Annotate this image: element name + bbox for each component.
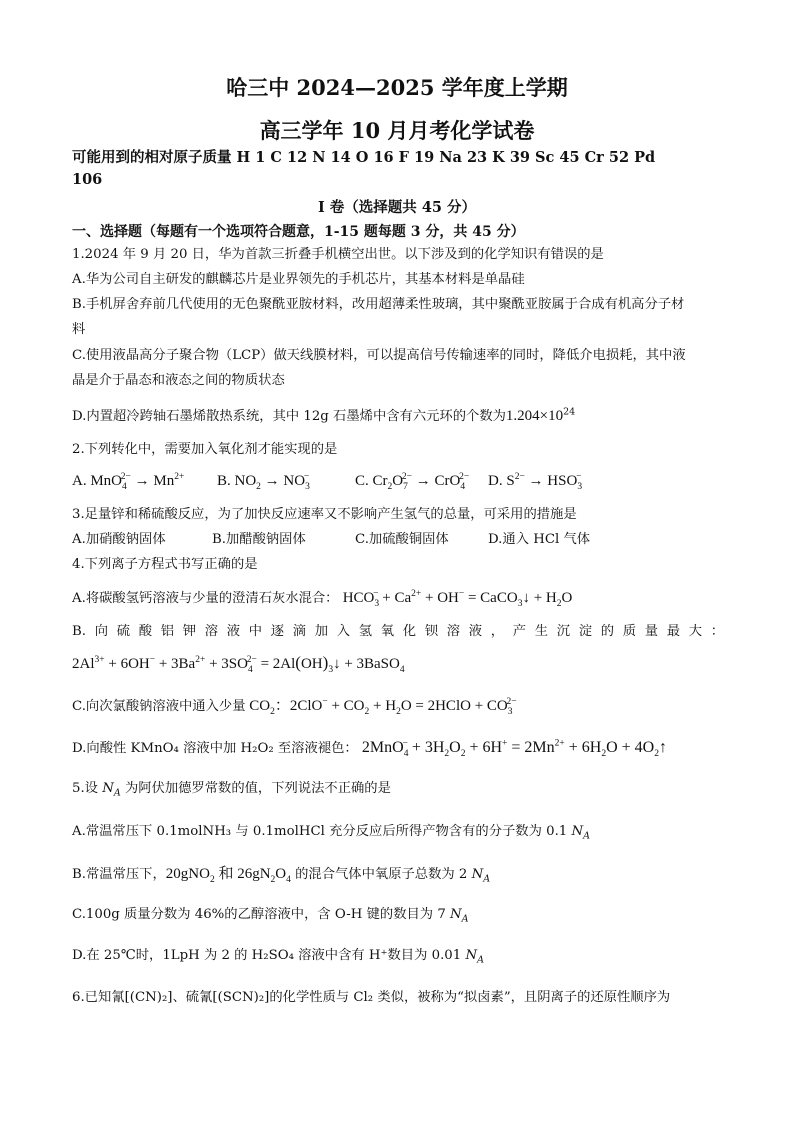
question-2-stem: 2.下列转化中，需要加入氧化剂才能实现的是 <box>72 442 338 457</box>
question-2-option-c: C. $Cr_2O_7^{2-} \to CrO_4^{2-}$ <box>355 472 470 492</box>
option-a-text: A.将碳酸氢钙溶液与少量的澄清石灰水混合： <box>72 591 339 606</box>
stem-suffix: 为阿伏加德罗常数的值，下列说法不正确的是 <box>124 781 391 796</box>
question-2-option-d: D. $S^{2-} \to HSO_3^-$ <box>488 472 583 492</box>
option-d-exponent: 24 <box>563 406 576 418</box>
question-1-option-a: A.华为公司自主研发的麒麟芯片是业界领先的手机芯片，其基本材料是单晶硅 <box>72 272 525 287</box>
question-1-option-c: C.使用液晶高分子聚合物（LCP）做天线膜材料，可以提高信号传输速率的同时，降低介电损耗，其中液 <box>72 348 686 363</box>
question-3-option-c: C.加硫酸铜固体 <box>355 532 449 547</box>
stem-prefix: 5.设 <box>72 781 98 796</box>
na-symbol: $N_A$ <box>465 948 484 966</box>
question-2-option-b: B. $NO_2 \to NO_3^-$ <box>217 472 310 492</box>
question-2-option-a: A. $MnO_4^{2-} \to Mn^{2+}$ <box>72 472 185 492</box>
part-title: I 卷（选择题共 45 分） <box>317 199 477 216</box>
question-5-option-c: C.100g 质量分数为 46%的乙醇溶液中，含 O-H 键的数目为 7 $N_A$ <box>72 907 469 925</box>
option-d-text: D.内置超冷跨轴石墨烯散热系统，其中 12g 石墨烯中含有六元环的个数为 <box>72 409 506 424</box>
question-5-stem <box>72 779 724 799</box>
exam-title-school: 哈三中 2024—2025 学年度上学期 <box>226 75 568 100</box>
question-1-option-c-cont: 晶是介于晶态和液态之间的物质状态 <box>72 373 285 388</box>
question-6-stem: 6.已知氰[(CN)₂]、硫氰[(SCN)₂]的化学性质与 Cl₂ 类似，被称为“拟卤素”，且阴离子的还原性顺序为 <box>72 990 671 1005</box>
question-4-option-b-equation: $2Al^{3+} + 6OH^- + 3Ba^{2+} + 3SO_4^{2-}$ = $2Al(OH)_3↓$ + 3BaSO$_4$ <box>72 653 405 675</box>
question-3-stem: 3.足量锌和稀硫酸反应，为了加快反应速率又不影响产生氢气的总量，可采用的措施是 <box>72 507 577 522</box>
question-4-option-d <box>72 738 724 759</box>
option-d-value: 1.204×10 <box>505 408 564 424</box>
option-b-formula: 20gNO$_2$ 和 $26gN_2O_4$ <box>165 866 291 885</box>
option-c-text: C.向次氯酸钠溶液中通入少量 <box>72 699 246 714</box>
na-symbol: $N_A$ <box>471 867 491 885</box>
na-symbol: $N_A$ <box>450 907 469 925</box>
atomic-mass-line-cont: 106 <box>72 171 103 188</box>
question-4-option-b: B.向硫酸铝钾溶液中逐滴加入氢氧化钡溶液，产生沉淀的质量最大： <box>72 624 724 639</box>
question-5-option-d: D.在 25℃时，1LpH 为 2 的 H₂SO₄ 溶液中含有 H⁺数目为 0.01 $N_A$ <box>72 948 484 966</box>
question-3-option-b: B.加醋酸钠固体 <box>212 532 306 547</box>
question-1-option-b-cont: 料 <box>72 322 86 337</box>
question-1-stem: 1.2024 年 9 月 20 日，华为首款三折叠手机横空出世。以下涉及到的化学知识有错误的是 <box>72 247 604 262</box>
na-symbol: $N_A$ <box>571 824 590 842</box>
question-4-option-c <box>72 696 724 717</box>
question-5-option-b: B.常温常压下，20gNO$_2$ 和 $26gN_2O_4$ 的混合气体中氧原子总数为 2 $N_A$ <box>72 866 491 885</box>
section-title: 一、选择题（每题有一个选项符合题意，1-15 题每题 3 分，共 45 分） <box>72 224 525 240</box>
exam-title-course: 高三学年 10 月月考化学试卷 <box>259 118 535 143</box>
question-3-option-a: A.加硝酸钠固体 <box>72 532 166 547</box>
question-3-option-d: D.通入 HCl 气体 <box>488 532 591 547</box>
option-a-equation: $HCO_3^- + Ca^{2+} + OH^-$ = CaCO$_3$↓ + $H_2O$ <box>342 589 573 609</box>
question-4-stem: 4.下列离子方程式书写正确的是 <box>72 557 258 572</box>
atomic-mass-line: 可能用到的相对原子质量 H 1 C 12 N 14 O 16 F 19 Na 23 K 39 Sc 45 Cr 52 Pd <box>72 149 656 166</box>
option-d-text: D.向酸性 KMnO₄ 溶液中加 H₂O₂ 至溶液褪色： <box>72 741 358 756</box>
na-symbol: $N_A$ <box>102 781 121 799</box>
question-1-option-d <box>72 406 724 427</box>
option-c-equation: $CO_2$：$2ClO^- + CO_2 + H_2O$ = 2HClO + $CO_3^{2-}$ <box>245 697 517 717</box>
question-1-option-b: B.手机屏舍弃前几代使用的无色聚酰亚胺材料，改用超薄柔性玻璃，其中聚酰亚胺属于合成有机高分子材 <box>72 297 685 312</box>
option-d-equation: $2MnO_4^- + 3H_2O_2 + 6H^+ = 2Mn^{2+} + 6H_2O$ + $4O_2↑$ <box>361 738 667 760</box>
question-5-option-a: A.常温常压下 0.1molNH₃ 与 0.1molHCl 充分反应后所得产物含有的分子数为 0.1 $N_A$ <box>72 824 590 842</box>
question-4-option-a <box>72 588 724 609</box>
